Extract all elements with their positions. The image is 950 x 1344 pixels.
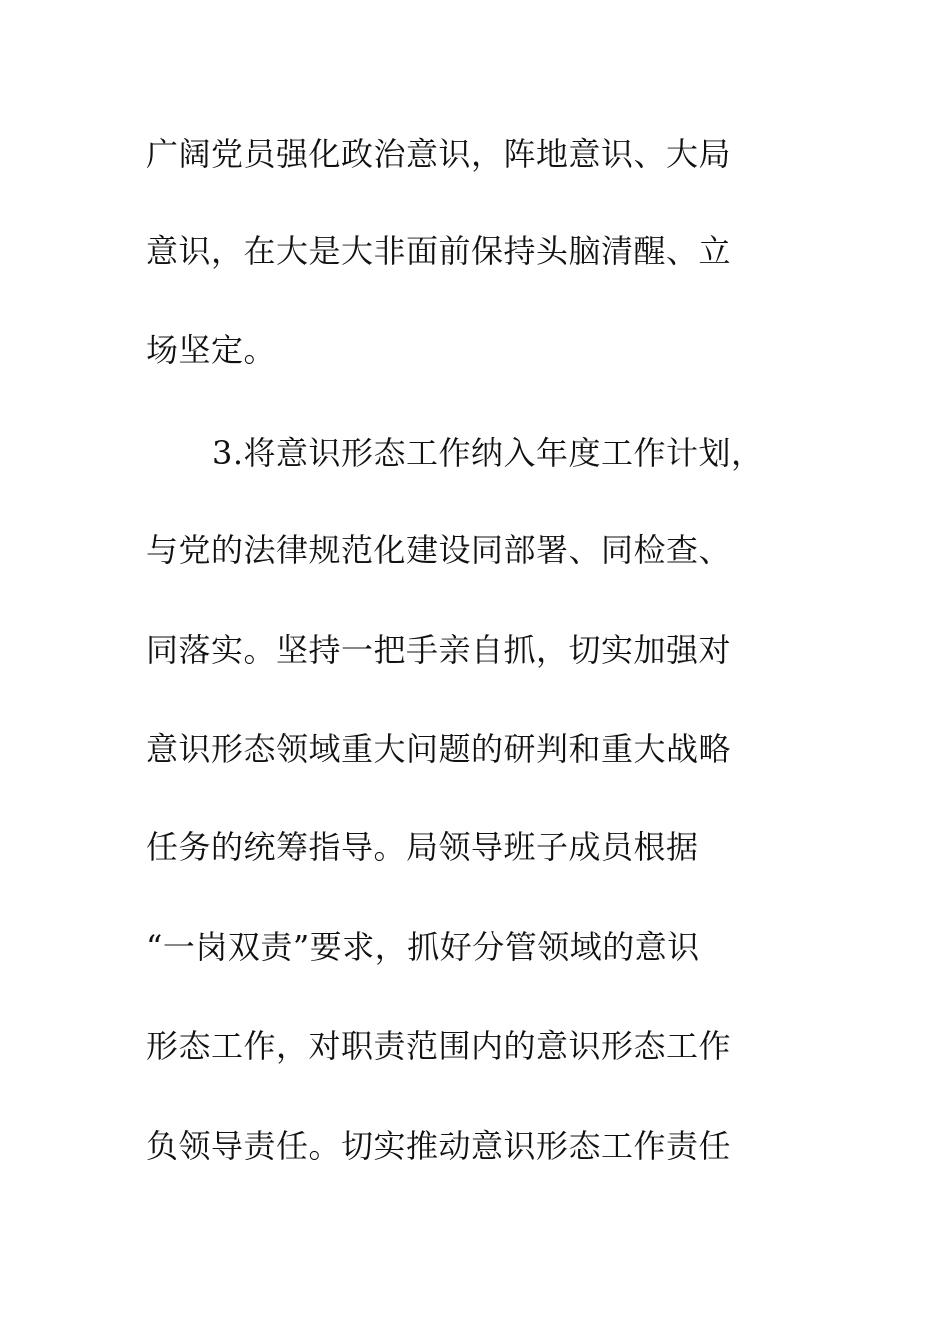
text-line-4: 3.将意识形态工作纳入年度工作计划， [212,434,764,472]
text-line-3: 场坚定。 [146,331,277,369]
text-line-7: 意识形态领域重大问题的研判和重大战略 [146,730,732,768]
text-line-10: 形态工作，对职责范围内的意识形态工作 [146,1027,732,1065]
text-line-11: 负领导责任。切实推动意识形态工作责任 [146,1127,732,1165]
text-line-9: “一岗双责”要求，抓好分管领域的意识 [146,928,700,966]
text-line-2: 意识，在大是大非面前保持头脑清醒、立 [146,232,732,270]
text-line-1: 广阔党员强化政治意识，阵地意识、大局 [146,135,732,173]
text-line-6: 同落实。坚持一把手亲自抓，切实加强对 [146,631,732,669]
text-line-8: 任务的统筹指导。局领导班子成员根据 [146,828,699,866]
text-line-5: 与党的法律规范化建设同部署、同检查、 [146,531,732,569]
